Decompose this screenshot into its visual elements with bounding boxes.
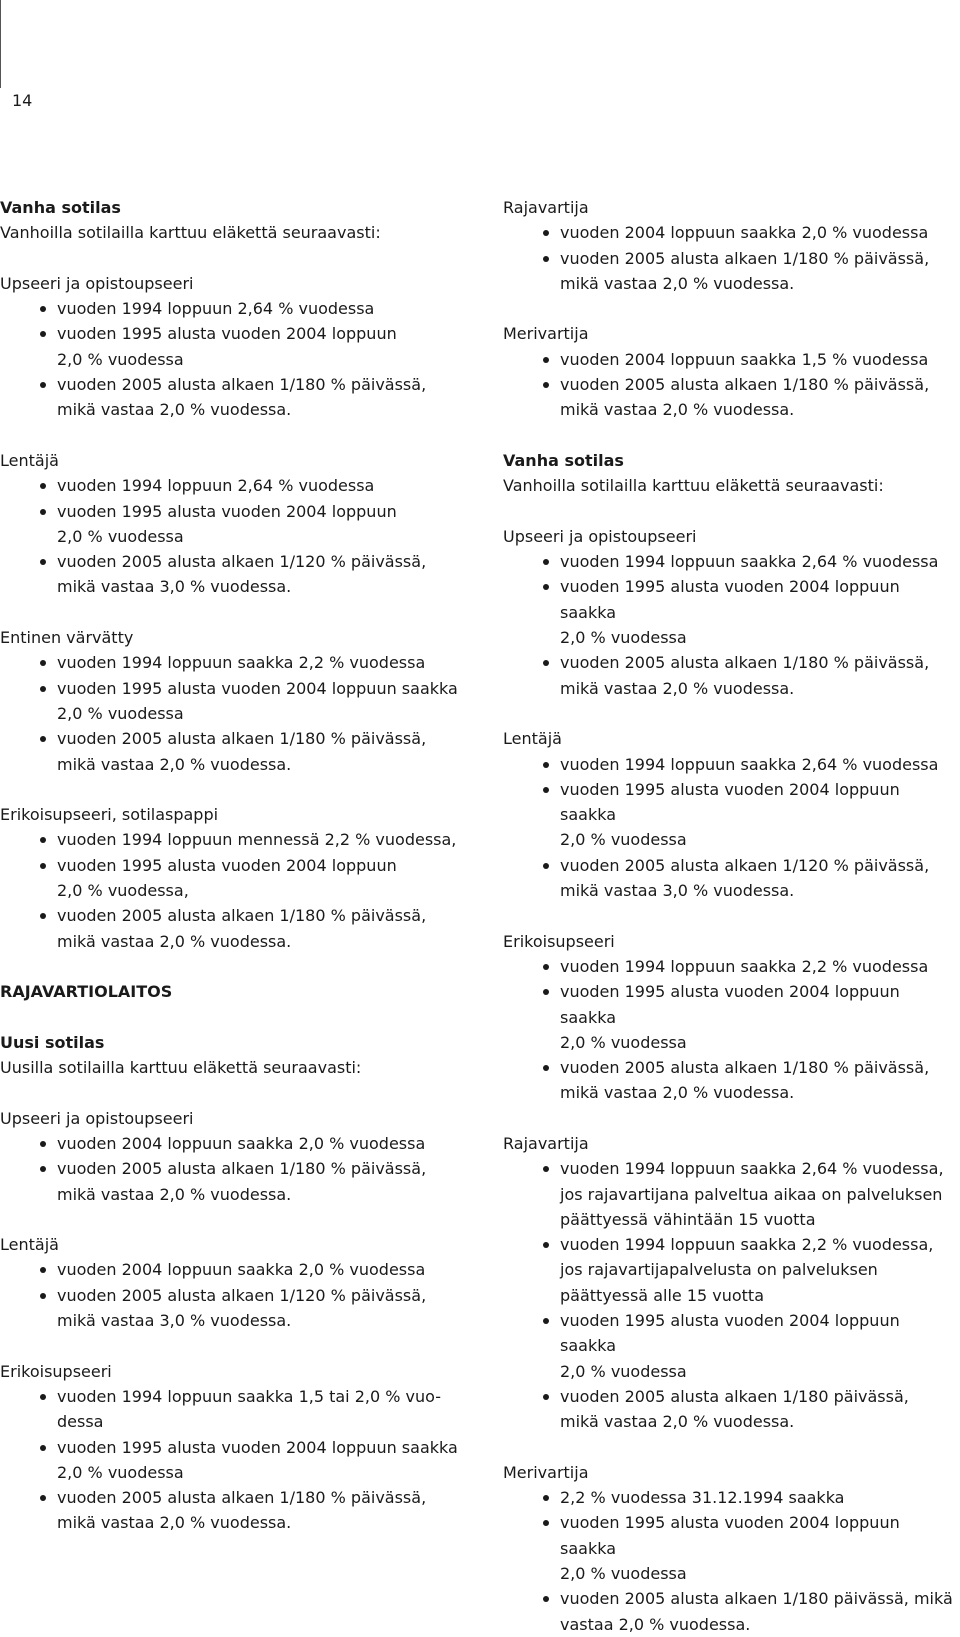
bullet-icon: [543, 660, 549, 666]
subheading-lentaja: Lentäjä: [503, 729, 562, 749]
list-item: [0, 827, 470, 852]
spacer: [0, 1207, 470, 1232]
list-item-text: vuoden 2005 alusta alkaen 1/180 % päivässä, mikä vastaa 2,0 % vuodessa.: [57, 729, 427, 774]
list-item: [503, 979, 960, 1055]
left-column: [0, 195, 470, 1536]
spacer: [503, 499, 960, 524]
bullet-icon: [543, 1596, 549, 1602]
list-item-text: vuoden 1995 alusta vuoden 2004 loppuun saakka 2,0 % vuodessa: [560, 779, 900, 850]
right-column: [503, 195, 960, 1637]
list-item-text: vuoden 2005 alusta alkaen 1/180 päivässä, mikä vastaa 2,0 % vuodessa.: [560, 1386, 909, 1432]
section-title-vanha-sotilas: Vanha sotilas: [503, 450, 624, 470]
spacer: [503, 903, 960, 928]
list-item: [503, 1485, 960, 1510]
spacer: [0, 600, 470, 625]
list-item-text: vuoden 2005 alusta alkaen 1/180 % päivässä, mikä vastaa 2,0 % vuodessa.: [560, 653, 930, 698]
spacer: [0, 1333, 470, 1358]
bullet-icon: [40, 863, 46, 869]
bullet-icon: [40, 1495, 46, 1501]
paragraph: Uusilla sotilailla karttuu eläkettä seuraavasti:: [0, 1058, 362, 1078]
list-item-text: vuoden 1995 alusta vuoden 2004 loppuun 2,0 % vuodessa: [57, 501, 397, 546]
paragraph: Vanhoilla sotilailla karttuu eläkettä seuraavasti:: [503, 476, 884, 496]
list-item-text: vuoden 1994 loppuun mennessä 2,2 % vuodessa,: [57, 830, 457, 850]
bullet-list: [503, 1485, 960, 1637]
list-item: [503, 954, 960, 979]
margin-rule: [0, 0, 1, 88]
paragraph: Vanhoilla sotilailla karttuu eläkettä seuraavasti:: [0, 223, 381, 243]
page-number: 14: [12, 91, 33, 110]
bullet-icon: [40, 1166, 46, 1172]
subheading-merivartija: Merivartija: [503, 1462, 589, 1482]
bullet-icon: [40, 1267, 46, 1273]
bullet-icon: [40, 686, 46, 692]
list-item-text: vuoden 1994 loppuun 2,64 % vuodessa: [57, 476, 375, 496]
list-item: [0, 1384, 470, 1435]
subheading-erikoisupseeri-sotilaspappi: Erikoisupseeri, sotilaspappi: [0, 805, 219, 825]
bullet-icon: [543, 1520, 549, 1526]
bullet-icon: [543, 1065, 549, 1071]
bullet-icon: [543, 964, 549, 970]
bullet-icon: [40, 382, 46, 388]
list-item: [0, 1131, 470, 1156]
bullet-icon: [543, 230, 549, 236]
list-item: [503, 246, 960, 297]
bullet-icon: [40, 1445, 46, 1451]
list-item-text: 2,2 % vuodessa 31.12.1994 saakka: [560, 1488, 845, 1508]
list-item-text: vuoden 2005 alusta alkaen 1/120 % päivässä, mikä vastaa 3,0 % vuodessa.: [57, 1285, 427, 1331]
spacer: [503, 423, 960, 448]
list-item: [503, 549, 960, 574]
list-item: [0, 1283, 470, 1334]
spacer: [503, 296, 960, 321]
list-item-text: vuoden 1995 alusta vuoden 2004 loppuun 2,0 % vuodessa,: [57, 855, 397, 901]
bullet-list: [0, 1257, 470, 1333]
spacer: [0, 423, 470, 448]
list-item: [0, 372, 470, 423]
bullet-list: [0, 296, 470, 422]
list-item-text: vuoden 1995 alusta vuoden 2004 loppuun saakka 2,0 % vuodessa: [560, 982, 900, 1052]
bullet-icon: [40, 306, 46, 312]
list-item-text: vuoden 1994 loppuun saakka 2,2 % vuodessa: [57, 653, 426, 673]
list-item-text: vuoden 1994 loppuun saakka 2,64 % vuodessa: [560, 552, 939, 572]
subheading-erikoisupseeri: Erikoisupseeri: [503, 931, 615, 951]
list-item: [503, 752, 960, 777]
list-item: [0, 1156, 470, 1207]
list-item-text: vuoden 1995 alusta vuoden 2004 loppuun saakka 2,0 % vuodessa: [57, 678, 458, 723]
bullet-icon: [40, 509, 46, 515]
bullet-list: [503, 954, 960, 1106]
spacer: [0, 1080, 470, 1105]
spacer: [0, 777, 470, 802]
bullet-icon: [543, 1318, 549, 1324]
list-item: [0, 321, 470, 372]
bullet-icon: [543, 1394, 549, 1400]
list-item-text: vuoden 1994 loppuun saakka 2,2 % vuodessa, jos rajavartijapalvelusta on palveluksen päättyessä alle 15 vuotta: [560, 1235, 934, 1305]
list-item-text: vuoden 2005 alusta alkaen 1/180 % päivässä, mikä vastaa 2,0 % vuodessa.: [57, 1159, 427, 1204]
bullet-icon: [543, 256, 549, 262]
list-item: [0, 676, 470, 727]
bullet-icon: [543, 787, 549, 793]
list-item-text: vuoden 2004 loppuun saakka 2,0 % vuodessa: [560, 223, 929, 243]
list-item-text: vuoden 2004 loppuun saakka 1,5 % vuodessa: [560, 349, 929, 369]
list-item-text: vuoden 2005 alusta alkaen 1/180 % päivässä, mikä vastaa 2,0 % vuodessa.: [57, 906, 427, 951]
bullet-list: [0, 473, 470, 599]
bullet-icon: [543, 559, 549, 565]
list-item-text: vuoden 2005 alusta alkaen 1/180 % päivässä, mikä vastaa 2,0 % vuodessa.: [560, 375, 930, 420]
list-item: [0, 1257, 470, 1282]
list-item: [503, 1055, 960, 1106]
list-item: [503, 853, 960, 904]
bullet-icon: [40, 913, 46, 919]
list-item: [503, 1510, 960, 1586]
subheading-rajavartija: Rajavartija: [503, 1133, 589, 1153]
section-title-rajavartiolaitos: RAJAVARTIOLAITOS: [0, 982, 173, 1002]
bullet-list: [503, 347, 960, 423]
bullet-list: [503, 1156, 960, 1434]
bullet-icon: [40, 1141, 46, 1147]
list-item: [503, 777, 960, 853]
list-item-text: vuoden 1995 alusta vuoden 2004 loppuun saakka 2,0 % vuodessa: [560, 1513, 900, 1584]
bullet-icon: [543, 382, 549, 388]
list-item-text: vuoden 1994 loppuun saakka 2,64 % vuodessa, jos rajavartijana palveltua aikaa on palveluksen päättyessä vähintään 15 vuotta: [560, 1159, 944, 1229]
list-item-text: vuoden 2005 alusta alkaen 1/120 % päivässä, mikä vastaa 3,0 % vuodessa.: [560, 855, 930, 901]
subheading-upseeri-ja-opistoupseeri: Upseeri ja opistoupseeri: [0, 273, 194, 293]
list-item: [0, 853, 470, 904]
spacer: [503, 701, 960, 726]
list-item: [0, 296, 470, 321]
list-item-text: vuoden 2005 alusta alkaen 1/180 % päivässä, mikä vastaa 2,0 % vuodessa.: [560, 248, 930, 293]
section-title-uusi-sotilas: Uusi sotilas: [0, 1032, 105, 1052]
subheading-lentaja: Lentäjä: [0, 1235, 59, 1255]
spacer: [0, 246, 470, 271]
subheading-entinen-varvatty: Entinen värvätty: [0, 628, 134, 648]
bullet-icon: [543, 1166, 549, 1172]
bullet-icon: [543, 989, 549, 995]
bullet-icon: [543, 1495, 549, 1501]
list-item: [0, 650, 470, 675]
list-item-text: vuoden 2004 loppuun saakka 2,0 % vuodessa: [57, 1133, 426, 1153]
spacer: [0, 1005, 470, 1030]
list-item: [503, 650, 960, 701]
subheading-upseeri-ja-opistoupseeri: Upseeri ja opistoupseeri: [503, 526, 697, 546]
list-item: [0, 903, 470, 954]
list-item: [503, 372, 960, 423]
list-item: [503, 574, 960, 650]
list-item-text: vuoden 1995 alusta vuoden 2004 loppuun saakka 2,0 % vuodessa: [560, 1311, 900, 1381]
list-item: [0, 1485, 470, 1536]
list-item-text: vuoden 1995 alusta vuoden 2004 loppuun saakka 2,0 % vuodessa: [57, 1437, 458, 1482]
subheading-merivartija: Merivartija: [503, 324, 589, 344]
list-item: [0, 549, 470, 600]
section-title-vanha-sotilas: Vanha sotilas: [0, 198, 121, 217]
list-item-text: vuoden 1995 alusta vuoden 2004 loppuun saakka 2,0 % vuodessa: [560, 577, 900, 648]
list-item: [0, 499, 470, 550]
bullet-icon: [543, 1242, 549, 1248]
bullet-icon: [543, 762, 549, 768]
bullet-list: [0, 1384, 470, 1536]
bullet-icon: [40, 331, 46, 337]
spacer: [503, 1106, 960, 1131]
bullet-icon: [40, 837, 46, 843]
list-item-text: vuoden 2004 loppuun saakka 2,0 % vuodessa: [57, 1260, 426, 1280]
subheading-erikoisupseeri: Erikoisupseeri: [0, 1361, 112, 1381]
list-item: [503, 220, 960, 245]
list-item: [503, 1308, 960, 1384]
bullet-list: [0, 650, 470, 776]
bullet-list: [503, 549, 960, 701]
bullet-icon: [543, 584, 549, 590]
list-item: [503, 1156, 960, 1232]
bullet-list: [0, 827, 470, 953]
bullet-icon: [40, 660, 46, 666]
spacer: [0, 954, 470, 979]
list-item-text: vuoden 1994 loppuun saakka 2,2 % vuodessa: [560, 956, 929, 976]
bullet-icon: [40, 1394, 46, 1400]
subheading-lentaja: Lentäjä: [0, 450, 59, 470]
spacer: [503, 1435, 960, 1460]
bullet-list: [503, 220, 960, 296]
list-item-text: vuoden 1994 loppuun saakka 2,64 % vuodessa: [560, 754, 939, 774]
bullet-icon: [543, 863, 549, 869]
list-item: [503, 1232, 960, 1308]
list-item: [503, 1586, 960, 1637]
list-item-text: vuoden 2005 alusta alkaen 1/120 % päivässä, mikä vastaa 3,0 % vuodessa.: [57, 552, 427, 597]
bullet-icon: [40, 736, 46, 742]
bullet-list: [503, 752, 960, 904]
bullet-icon: [543, 357, 549, 363]
list-item: [503, 347, 960, 372]
list-item-text: vuoden 1995 alusta vuoden 2004 loppuun 2,0 % vuodessa: [57, 324, 397, 369]
list-item: [503, 1384, 960, 1435]
list-item: [0, 473, 470, 498]
bullet-icon: [40, 483, 46, 489]
list-item-text: vuoden 1994 loppuun saakka 1,5 tai 2,0 % vuo- dessa: [57, 1386, 441, 1432]
list-item-text: vuoden 2005 alusta alkaen 1/180 päivässä, mikä vastaa 2,0 % vuodessa.: [560, 1589, 953, 1634]
subheading-upseeri-ja-opistoupseeri: Upseeri ja opistoupseeri: [0, 1108, 194, 1128]
list-item-text: vuoden 1994 loppuun 2,64 % vuodessa: [57, 299, 375, 319]
list-item: [0, 1435, 470, 1486]
bullet-icon: [40, 559, 46, 565]
bullet-icon: [40, 1293, 46, 1299]
list-item-text: vuoden 2005 alusta alkaen 1/180 % päivässä, mikä vastaa 2,0 % vuodessa.: [560, 1058, 930, 1103]
list-item-text: vuoden 2005 alusta alkaen 1/180 % päivässä, mikä vastaa 2,0 % vuodessa.: [57, 1488, 427, 1533]
bullet-list: [0, 1131, 470, 1207]
list-item-text: vuoden 2005 alusta alkaen 1/180 % päivässä, mikä vastaa 2,0 % vuodessa.: [57, 375, 427, 420]
subheading-rajavartija: Rajavartija: [503, 198, 589, 217]
list-item: [0, 726, 470, 777]
